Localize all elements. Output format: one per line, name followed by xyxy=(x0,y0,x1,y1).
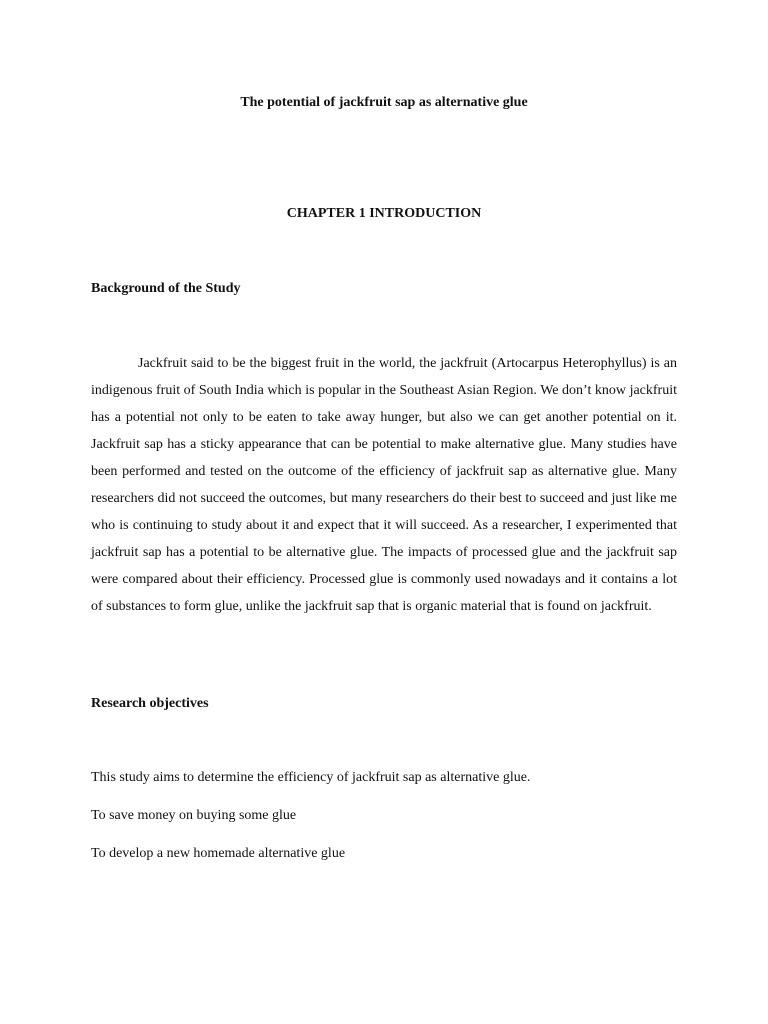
background-paragraph: Jackfruit said to be the biggest fruit in the world, the jackfruit (Artocarpus Heterophyllus) is an indigenous fruit of South India which is popular in the Southeast Asian Region. We don’t know jackfruit has a potential not only to be eaten to take away hunger, but also we can get another potential on it. Jackfruit sap has a sticky appearance that can be potential to make alternative glue. Many studies have been performed and tested on the outcome of the efficiency of jackfruit sap as alternative glue. Many researchers did not succeed the outcomes, but many researchers do their best to succeed and just like me who is continuing to study about it and expect that it will succeed. As a researcher, I experimented that jackfruit sap has a potential to be alternative glue. The impacts of processed glue and the jackfruit sap were compared about their efficiency. Processed glue is commonly used nowadays and it contains a lot of substances to form glue, unlike the jackfruit sap that is organic material that is found on jackfruit. xyxy=(91,356,677,614)
background-heading: Background of the Study xyxy=(91,281,241,296)
objective-item: To save money on buying some glue xyxy=(91,808,297,823)
chapter-heading: CHAPTER 1 INTRODUCTION xyxy=(286,206,482,221)
objective-item: This study aims to determine the efficiency of jackfruit sap as alternative glue. xyxy=(91,770,531,785)
objective-item: To develop a new homemade alternative glue xyxy=(91,846,346,861)
document-title: The potential of jackfruit sap as alternative glue xyxy=(240,95,528,110)
objectives-heading: Research objectives xyxy=(91,696,209,711)
